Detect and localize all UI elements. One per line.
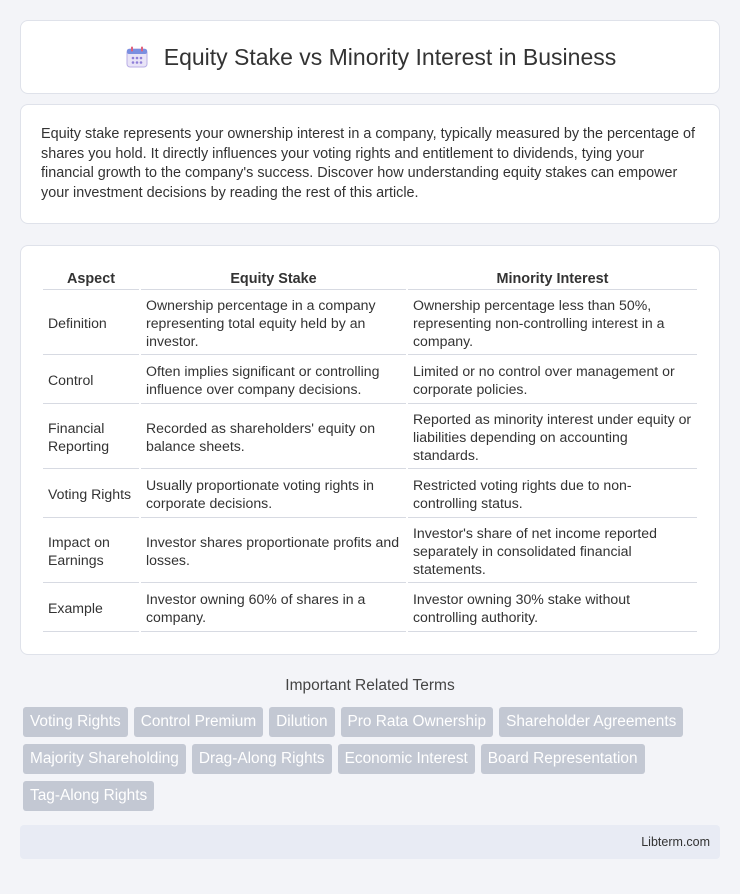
row-equity: Often implies significant or controlling influence over company decisions.	[141, 357, 406, 404]
row-aspect: Voting Rights	[43, 471, 139, 518]
row-minority: Reported as minority interest under equity or liabilities depending on accounting standards.	[408, 406, 697, 469]
comparison-card	[20, 245, 720, 655]
tag-shareholder-agreements[interactable]: Shareholder Agreements	[499, 707, 683, 737]
row-aspect: Impact on Earnings	[43, 520, 139, 583]
row-aspect: Financial Reporting	[43, 406, 139, 469]
footer	[20, 825, 720, 859]
table-header-row	[43, 268, 697, 290]
table-row	[43, 471, 697, 518]
tag-board-representation[interactable]: Board Representation	[481, 744, 645, 774]
row-minority: Ownership percentage less than 50%, representing non-controlling interest in a company.	[408, 292, 697, 355]
page-header	[20, 20, 720, 94]
row-equity: Usually proportionate voting rights in corporate decisions.	[141, 471, 406, 518]
tag-tag-along-rights[interactable]: Tag-Along Rights	[23, 781, 154, 811]
tag-pro-rata-ownership[interactable]: Pro Rata Ownership	[341, 707, 494, 737]
tag-control-premium[interactable]: Control Premium	[134, 707, 263, 737]
row-minority: Investor owning 30% stake without controlling authority.	[408, 585, 697, 632]
row-equity: Ownership percentage in a company representing total equity held by an investor.	[141, 292, 406, 355]
header-equity-stake: Equity Stake	[141, 268, 406, 290]
row-equity: Investor owning 60% of shares in a company.	[141, 585, 406, 632]
tag-economic-interest[interactable]: Economic Interest	[338, 744, 475, 774]
intro-text: Equity stake represents your ownership interest in a company, typically measured by the percentage of shares you hold. It directly influences your voting rights and entitlement to dividends, tying your financial growth to the company's success. Discover how understanding equity stakes can empower your investment decisions by reading the rest of this article.	[41, 126, 696, 201]
row-equity: Recorded as shareholders' equity on balance sheets.	[141, 406, 406, 469]
row-minority: Limited or no control over management or corporate policies.	[408, 357, 697, 404]
row-aspect: Control	[43, 357, 139, 404]
header-minority-interest: Minority Interest	[408, 268, 697, 290]
table-row	[43, 357, 697, 404]
page-title: Equity Stake vs Minority Interest in Business	[163, 43, 617, 70]
row-equity: Investor shares proportionate profits and losses.	[141, 520, 406, 583]
row-aspect: Example	[43, 585, 139, 632]
tag-drag-along-rights[interactable]: Drag-Along Rights	[192, 744, 332, 774]
intro-card	[20, 104, 720, 224]
related-terms-title: Important Related Terms	[285, 677, 455, 694]
header-aspect: Aspect	[43, 268, 139, 290]
row-minority: Restricted voting rights due to non-controlling status.	[408, 471, 697, 518]
row-minority: Investor's share of net income reported separately in consolidated financial statements.	[408, 520, 697, 583]
calendar-icon	[124, 44, 150, 70]
table-row	[43, 292, 697, 355]
tag-dilution[interactable]: Dilution	[269, 707, 334, 737]
tag-voting-rights[interactable]: Voting Rights	[23, 707, 128, 737]
tag-majority-shareholding[interactable]: Majority Shareholding	[23, 744, 186, 774]
table-row	[43, 585, 697, 632]
comparison-table	[41, 266, 699, 634]
table-row	[43, 520, 697, 583]
table-row	[43, 406, 697, 469]
related-terms-list	[20, 707, 720, 811]
footer-site-link[interactable]: Libterm.com	[641, 835, 710, 849]
row-aspect: Definition	[43, 292, 139, 355]
